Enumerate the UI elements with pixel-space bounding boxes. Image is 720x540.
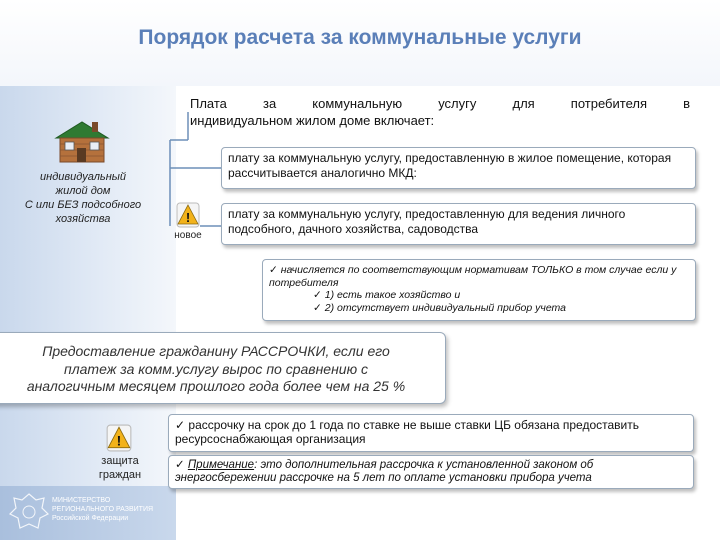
main-question: Плата за коммунальную услугу для потребителя в индивидуальном жилом доме включает:: [190, 96, 690, 128]
condition-note: ✓ начисляется по соответствующим нормативам ТОЛЬКО в том случае если у потребителя ✓ 1) есть такое хозяйство и ✓ 2) отсутствует индивидуальный прибор учета: [262, 259, 696, 321]
bullet-residential: плату за коммунальную услугу, предоставленную в жилое помещение, которая рассчитывается аналогично МКД:: [221, 147, 696, 189]
svg-text:!: !: [185, 210, 191, 225]
protection-rule: ✓ рассрочку на срок до 1 года по ставке не выше ставки ЦБ обязана предоставить ресурсоснабжающая организация: [168, 414, 694, 452]
new-label: новое: [174, 230, 202, 241]
checkmark-icon: ✓: [175, 418, 186, 432]
installment-box: Предоставление гражданину РАССРОЧКИ, если его платеж за комм.услугу вырос по сравнению с аналогичным месяцем прошлого года более чем на 25 %: [0, 332, 446, 404]
house-caption: индивидуальный жилой дом С или БЕЗ подсобного хозяйства: [24, 171, 142, 225]
checkmark-icon: ✓: [313, 289, 322, 301]
protection-label: защита граждан: [98, 455, 142, 481]
checkmark-icon: ✓: [269, 264, 278, 276]
protection-note: ✓ Примечание: это дополнительная рассрочка к установленной законом об энергосбережении рассрочке на 5 лет по оплате установки прибора учета: [168, 455, 694, 489]
checkmark-icon: ✓: [313, 301, 322, 314]
house-icon: [52, 118, 112, 164]
emblem-icon: [8, 490, 50, 536]
ministry-label: МИНИСТЕРСТВО РЕГИОНАЛЬНОГО РАЗВИТИЯ Российской Федерации: [52, 497, 154, 522]
warning-icon: [176, 202, 200, 228]
svg-text:!: !: [116, 432, 122, 449]
checkmark-icon: ✓: [175, 459, 185, 471]
bullet-household: плату за коммунальную услугу, предоставленную для ведения личного подсобного, дачного хозяйства, садоводства: [221, 203, 696, 245]
warning-icon: [106, 424, 132, 452]
page-title: Порядок расчета за коммунальные услуги: [138, 26, 582, 49]
